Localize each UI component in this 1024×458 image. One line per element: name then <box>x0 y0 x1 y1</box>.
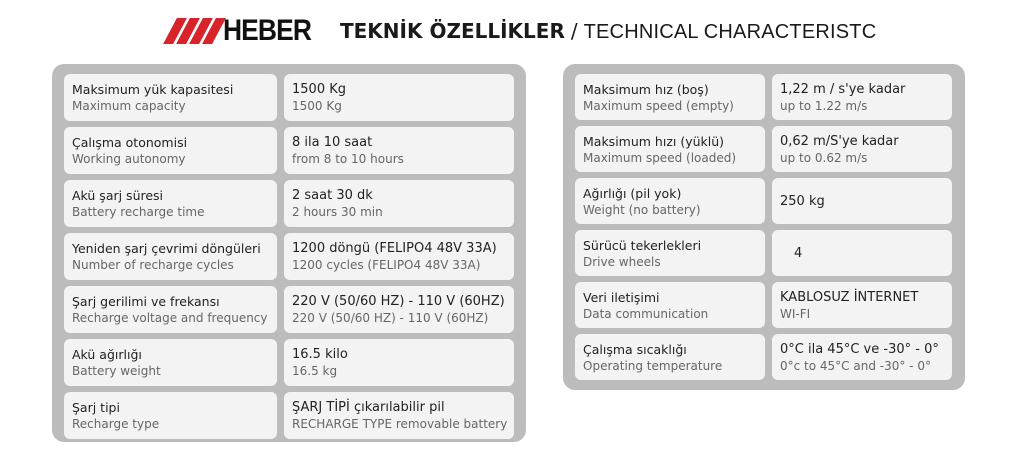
spec-label-tr: Ağırlığı (pil yok) <box>583 185 682 201</box>
spec-label <box>575 74 765 120</box>
spec-label-tr: Akü ağırlığı <box>72 347 142 362</box>
spec-label-tr: Maksimum hızı (yüklü) <box>583 133 725 149</box>
spec-value-en: RECHARGE TYPE removable battery <box>292 417 508 431</box>
spec-value-tr: 8 ila 10 saat <box>292 135 373 150</box>
spec-value-tr: 0,62 m/S'ye kadar <box>780 133 899 149</box>
spec-label-tr: Maksimum hız (boş) <box>583 81 709 97</box>
spec-value-tr: 250 kg <box>780 193 825 209</box>
spec-value <box>772 282 952 328</box>
spec-row <box>575 74 953 120</box>
spec-label <box>64 286 277 333</box>
spec-value-en: 0°c to 45°C and -30° - 0° <box>780 358 931 373</box>
spec-row <box>575 126 953 172</box>
spec-label <box>575 126 765 172</box>
spec-value <box>284 74 514 121</box>
spec-value-en: 220 V (50/60 HZ) - 110 V (60HZ) <box>292 311 489 325</box>
spec-value <box>772 334 952 380</box>
logo-stripes-icon <box>170 18 219 44</box>
spec-label-tr: Şarj gerilimi ve frekansı <box>72 294 220 309</box>
spec-value <box>284 339 514 386</box>
spec-value <box>284 233 514 280</box>
spec-value <box>772 74 952 120</box>
spec-row <box>575 282 953 328</box>
spec-label-en: Recharge type <box>72 417 160 431</box>
title-english: TECHNICAL CHARACTERISTC <box>583 21 877 43</box>
spec-label-en: Maximum speed (empty) <box>583 98 734 113</box>
spec-value-en: 16.5 kg <box>292 364 338 378</box>
spec-value-tr: ŞARJ TİPİ çıkarılabilir pil <box>292 400 445 415</box>
spec-value-tr: KABLOSUZ İNTERNET <box>780 289 919 305</box>
title-separator: / <box>570 19 578 43</box>
spec-label <box>64 180 277 227</box>
spec-label-tr: Sürücü tekerlekleri <box>583 237 702 253</box>
spec-label-tr: Çalışma sıcaklığı <box>583 341 687 357</box>
spec-label-tr: Çalışma otonomisi <box>72 135 188 150</box>
specs-table-left <box>52 64 526 442</box>
spec-row <box>64 286 514 333</box>
spec-label-en: Number of recharge cycles <box>72 258 234 272</box>
spec-label-en: Data communication <box>583 306 709 321</box>
spec-label <box>64 339 277 386</box>
spec-value-tr: 220 V (50/60 HZ) - 110 V (60HZ) <box>292 294 505 309</box>
spec-label <box>575 282 765 328</box>
spec-value-en: up to 1.22 m/s <box>780 98 868 113</box>
spec-label <box>64 127 277 174</box>
title-turkish: TEKNİK ÖZELLİKLER <box>340 19 565 43</box>
spec-row <box>64 180 514 227</box>
spec-row <box>64 233 514 280</box>
spec-label-en: Maximum capacity <box>72 99 186 113</box>
spec-value <box>772 230 952 276</box>
spec-value-tr: 1,22 m / s'ye kadar <box>780 81 906 97</box>
spec-value-en: 2 hours 30 min <box>292 205 383 219</box>
specs-table-right <box>563 64 965 390</box>
spec-row <box>64 392 514 439</box>
spec-label <box>575 178 765 224</box>
spec-value-tr: 2 saat 30 dk <box>292 188 373 203</box>
spec-label-tr: Veri iletişimi <box>583 289 660 305</box>
spec-value <box>284 392 514 439</box>
spec-label-en: Weight (no battery) <box>583 202 701 217</box>
spec-row <box>575 178 953 224</box>
spec-label-en: Working autonomy <box>72 152 186 166</box>
spec-label-en: Maximum speed (loaded) <box>583 150 737 165</box>
spec-label-en: Operating temperature <box>583 358 723 373</box>
spec-value-en: 1200 cycles (FELIPO4 48V 33A) <box>292 258 481 272</box>
spec-value-tr: 0°C ila 45°C ve -30° - 0° <box>780 341 939 357</box>
spec-label-en: Drive wheels <box>583 254 661 269</box>
spec-row <box>64 74 514 121</box>
spec-label <box>575 334 765 380</box>
spec-label <box>575 230 765 276</box>
spec-value-en: 1500 Kg <box>292 99 342 113</box>
spec-label-tr: Maksimum yük kapasitesi <box>72 82 234 97</box>
logo-text: HEBER <box>223 14 312 47</box>
spec-label-tr: Şarj tipi <box>72 400 120 415</box>
spec-row <box>575 230 953 276</box>
spec-label <box>64 392 277 439</box>
spec-row <box>64 127 514 174</box>
spec-value-tr: 1200 döngü (FELIPO4 48V 33A) <box>292 241 497 256</box>
spec-value-tr: 4 <box>794 245 803 261</box>
spec-value-en: WI-FI <box>780 306 811 321</box>
spec-value <box>772 178 952 224</box>
spec-value-en: from 8 to 10 hours <box>292 152 404 166</box>
spec-value-en: up to 0.62 m/s <box>780 150 868 165</box>
spec-value <box>284 180 514 227</box>
spec-row <box>575 334 953 380</box>
page-title <box>340 19 876 44</box>
spec-value <box>284 127 514 174</box>
spec-label <box>64 233 277 280</box>
spec-value <box>772 126 952 172</box>
spec-label-tr: Yeniden şarj çevrimi döngüleri <box>72 241 261 256</box>
spec-label-en: Battery recharge time <box>72 205 205 219</box>
header <box>0 0 1024 62</box>
spec-label-en: Recharge voltage and frequency <box>72 311 268 325</box>
spec-value-tr: 16.5 kilo <box>292 347 348 362</box>
spec-value <box>284 286 514 333</box>
spec-row <box>64 339 514 386</box>
spec-label-tr: Akü şarj süresi <box>72 188 164 203</box>
spec-label-en: Battery weight <box>72 364 161 378</box>
spec-value-tr: 1500 Kg <box>292 82 346 97</box>
spec-label <box>64 74 277 121</box>
heber-logo <box>170 14 323 48</box>
